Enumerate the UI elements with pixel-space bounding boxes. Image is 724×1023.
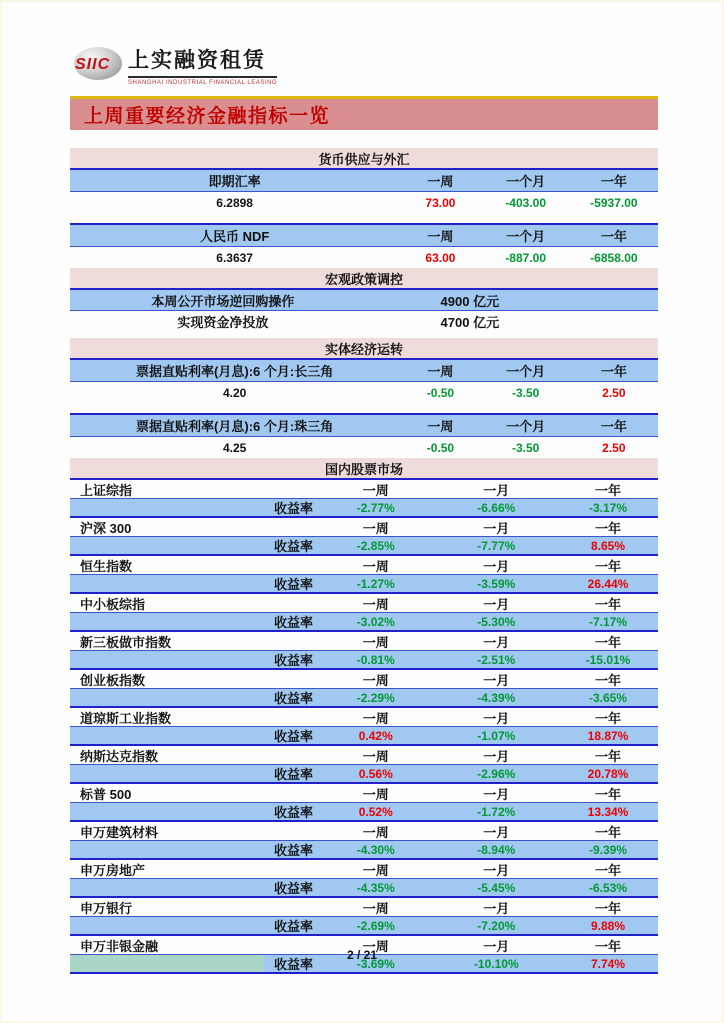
yield-month: -10.10% (473, 956, 519, 971)
stock-name: 纳斯达克指数 (80, 748, 159, 764)
col-header-week: 一周 (362, 824, 389, 840)
change-week: 63.00 (425, 250, 456, 265)
col-header-month: 一个月 (506, 419, 546, 434)
policy-spacer (564, 290, 658, 310)
stock-row-group (70, 632, 658, 670)
company-name-en: SHANGHAI INDUSTRIAL FINANCIAL LEASING (128, 80, 278, 86)
stock-yield-row (70, 537, 658, 556)
yield-week: -3.69% (356, 956, 395, 971)
change-year: 2.50 (602, 440, 626, 455)
indicator-table (70, 358, 658, 403)
yield-month: -7.77% (477, 538, 516, 553)
indicator-label: 票据直贴利率(月息):6 个月:珠三角 (136, 419, 334, 434)
stock-name-row (70, 784, 658, 803)
yield-week: -2.85% (356, 538, 395, 553)
yield-week: 0.42% (358, 728, 393, 743)
yield-year: 7.74% (590, 956, 625, 971)
yield-month: -8.94% (477, 842, 516, 857)
yield-week: 0.56% (358, 766, 393, 781)
col-header-year: 一年 (600, 364, 627, 379)
page-title-bar (70, 96, 658, 130)
indicator-value-row (70, 192, 658, 213)
col-header-month: 一月 (483, 748, 510, 764)
col-header-month: 一个月 (506, 364, 546, 379)
stock-name: 沪深 300 (80, 520, 132, 536)
yield-week: -3.02% (356, 614, 395, 629)
change-year: 2.50 (602, 385, 626, 400)
stock-name: 中小板综指 (80, 596, 146, 612)
yield-year: -3.65% (588, 690, 627, 705)
section-header-money-fx: 货币供应与外汇 (70, 148, 658, 168)
yield-label: 收益率 (273, 881, 313, 896)
col-header-week: 一周 (362, 900, 389, 916)
yield-week: -4.30% (356, 842, 395, 857)
yield-label: 收益率 (273, 577, 313, 592)
stock-yield-row (70, 841, 658, 860)
yield-label: 收益率 (273, 653, 313, 668)
stock-row-group (70, 594, 658, 632)
indicator-label: 即期汇率 (208, 174, 261, 189)
yield-label: 收益率 (273, 767, 313, 782)
yield-month: -4.39% (477, 690, 516, 705)
stock-name: 道琼斯工业指数 (80, 710, 172, 726)
yield-year: -3.17% (588, 500, 627, 515)
yield-month: -5.45% (477, 880, 516, 895)
yield-label: 收益率 (273, 919, 313, 934)
stock-name-row (70, 860, 658, 879)
stock-name: 新三板做市指数 (80, 634, 172, 650)
stock-name: 申万房地产 (80, 862, 146, 878)
col-header-week: 一周 (427, 174, 454, 189)
yield-week: -4.35% (356, 880, 395, 895)
indicator-table (70, 168, 658, 213)
company-name-block (128, 44, 277, 86)
col-header-month: 一月 (483, 672, 510, 688)
indicator-value-row (70, 437, 658, 458)
stock-name-row (70, 480, 658, 499)
col-header-month: 一个月 (506, 229, 546, 244)
col-header-week: 一周 (362, 482, 389, 498)
stock-name-row (70, 670, 658, 689)
col-header-year: 一年 (594, 824, 621, 840)
stock-name: 申万银行 (80, 900, 133, 916)
yield-year: 9.88% (590, 918, 625, 933)
yield-year: 8.65% (590, 538, 625, 553)
col-header-week: 一周 (362, 710, 389, 726)
indicator-header-row (70, 360, 658, 382)
yield-month: -2.51% (477, 652, 516, 667)
stock-name: 上证综指 (80, 482, 133, 498)
col-header-month: 一月 (483, 786, 510, 802)
col-header-year: 一年 (594, 748, 621, 764)
yield-month: -6.66% (477, 500, 516, 515)
stock-yield-row (70, 499, 658, 518)
yield-week: -2.29% (356, 690, 395, 705)
col-header-year: 一年 (594, 710, 621, 726)
yield-year: -6.53% (588, 880, 627, 895)
yield-month: -1.72% (477, 804, 516, 819)
col-header-week: 一周 (362, 596, 389, 612)
stock-row-group (70, 480, 658, 518)
yield-week: -1.27% (356, 576, 395, 591)
stock-row-group (70, 518, 658, 556)
stock-yield-row (70, 727, 658, 746)
current-value: 6.3637 (216, 250, 253, 265)
yield-label: 收益率 (273, 539, 313, 554)
stock-name-row (70, 898, 658, 917)
col-header-year: 一年 (594, 672, 621, 688)
col-header-week: 一周 (362, 938, 389, 954)
current-value: 4.25 (222, 440, 247, 455)
col-header-month: 一月 (483, 634, 510, 650)
col-header-month: 一月 (483, 558, 510, 574)
siic-logo-text: SIIC (75, 56, 111, 73)
change-year: -5937.00 (590, 195, 638, 210)
indicator-table (70, 413, 658, 458)
section-header-stock-market: 国内股票市场 (70, 458, 658, 478)
col-header-week: 一周 (362, 672, 389, 688)
indicator-value-row (70, 382, 658, 403)
stock-row-group (70, 746, 658, 784)
yield-label: 收益率 (273, 957, 313, 972)
policy-spacer (564, 311, 658, 332)
section-header-macro-policy: 宏观政策调控 (70, 268, 658, 288)
yield-year: 18.87% (587, 728, 629, 743)
yield-label: 收益率 (273, 501, 313, 516)
money-fx-tables (70, 168, 658, 268)
stock-name: 恒生指数 (80, 558, 133, 574)
stock-name-row (70, 556, 658, 575)
yield-label: 收益率 (273, 843, 313, 858)
change-month: -887.00 (505, 250, 547, 265)
yield-label: 收益率 (273, 691, 313, 706)
yield-week: 0.52% (358, 804, 393, 819)
stock-row-group (70, 822, 658, 860)
indicator-header-row (70, 225, 658, 247)
col-header-month: 一月 (483, 900, 510, 916)
yield-week: -2.77% (356, 500, 395, 515)
col-header-week: 一周 (427, 419, 454, 434)
stock-yield-row (70, 651, 658, 670)
col-header-month: 一月 (483, 482, 510, 498)
yield-year: 26.44% (587, 576, 629, 591)
indicator-table (70, 223, 658, 268)
col-header-month: 一月 (483, 862, 510, 878)
col-header-year: 一年 (600, 174, 627, 189)
col-header-week: 一周 (362, 748, 389, 764)
yield-year: -15.01% (585, 652, 631, 667)
policy-row (70, 311, 658, 332)
section-header-real-economy: 实体经济运转 (70, 338, 658, 358)
yield-label: 收益率 (273, 615, 313, 630)
col-header-month: 一月 (483, 938, 510, 954)
stock-yield-row (70, 803, 658, 822)
stock-row-group (70, 670, 658, 708)
col-header-week: 一周 (362, 558, 389, 574)
col-header-week: 一周 (362, 786, 389, 802)
yield-year: -9.39% (588, 842, 627, 857)
col-header-year: 一年 (600, 419, 627, 434)
policy-table (70, 288, 658, 332)
page-number: 2 / 21 (346, 948, 378, 962)
stock-table (70, 478, 658, 974)
stock-yield-row (70, 917, 658, 936)
col-header-month: 一月 (483, 710, 510, 726)
col-header-year: 一年 (594, 634, 621, 650)
stock-yield-row (70, 613, 658, 632)
col-header-year: 一年 (594, 938, 621, 954)
stock-row-group (70, 784, 658, 822)
change-month: -3.50 (511, 385, 540, 400)
col-header-week: 一周 (362, 634, 389, 650)
policy-row (70, 290, 658, 311)
col-header-year: 一年 (594, 862, 621, 878)
indicator-header-row (70, 170, 658, 192)
change-week: -0.50 (426, 440, 455, 455)
change-week: 73.00 (425, 195, 456, 210)
stock-row-group (70, 556, 658, 594)
indicator-tables (70, 148, 658, 974)
stock-name-row (70, 708, 658, 727)
yield-month: -5.30% (477, 614, 516, 629)
current-value: 6.2898 (216, 195, 253, 210)
change-month: -403.00 (505, 195, 547, 210)
col-header-year: 一年 (594, 520, 621, 536)
siic-globe-icon (74, 47, 122, 80)
policy-value: 4700 亿元 (440, 315, 500, 330)
yield-year: -7.17% (588, 614, 627, 629)
stock-yield-row (70, 689, 658, 708)
col-header-year: 一年 (594, 900, 621, 916)
col-header-month: 一月 (483, 596, 510, 612)
yield-week: -2.69% (356, 918, 395, 933)
yield-year: 20.78% (587, 766, 629, 781)
company-logo (74, 44, 277, 86)
yield-month: -3.59% (477, 576, 516, 591)
stock-name: 创业板指数 (80, 672, 146, 688)
stock-name-row (70, 518, 658, 537)
indicator-value-row (70, 247, 658, 268)
stock-name: 申万非银金融 (80, 938, 159, 954)
stock-name: 申万建筑材料 (80, 824, 159, 840)
stock-row-group (70, 860, 658, 898)
stock-yield-row (70, 765, 658, 784)
col-header-week: 一周 (362, 862, 389, 878)
stock-name: 标普 500 (80, 786, 132, 802)
stock-row-group (70, 708, 658, 746)
yield-label: 收益率 (273, 729, 313, 744)
col-header-month: 一月 (483, 520, 510, 536)
yield-month: -2.96% (477, 766, 516, 781)
yield-year: 13.34% (587, 804, 629, 819)
col-header-week: 一周 (362, 520, 389, 536)
real-economy-tables (70, 358, 658, 458)
page-title: 上周重要经济金融指标一览 (84, 106, 331, 127)
change-year: -6858.00 (590, 250, 638, 265)
yield-label: 收益率 (273, 805, 313, 820)
indicator-header-row (70, 415, 658, 437)
yield-week: -0.81% (356, 652, 395, 667)
col-header-week: 一周 (427, 364, 454, 379)
col-header-month: 一个月 (506, 174, 546, 189)
stock-name-row (70, 822, 658, 841)
change-month: -3.50 (511, 440, 540, 455)
company-name-cn: 上实融资租赁 (128, 44, 277, 78)
change-week: -0.50 (426, 385, 455, 400)
col-header-year: 一年 (594, 558, 621, 574)
col-header-month: 一月 (483, 824, 510, 840)
col-header-year: 一年 (594, 482, 621, 498)
col-header-year: 一年 (594, 596, 621, 612)
policy-label: 实现资金净投放 (177, 315, 269, 330)
stock-name-row (70, 594, 658, 613)
stock-yield-row (70, 879, 658, 898)
indicator-label: 票据直贴利率(月息):6 个月:长三角 (136, 364, 334, 379)
indicator-label: 人民币 NDF (199, 229, 270, 244)
stock-yield-row (70, 575, 658, 594)
policy-value: 4900 亿元 (440, 293, 500, 309)
stock-row-group (70, 898, 658, 936)
col-header-year: 一年 (594, 786, 621, 802)
col-header-year: 一年 (600, 229, 627, 244)
stock-name-row (70, 632, 658, 651)
stock-name-row (70, 746, 658, 765)
col-header-week: 一周 (427, 229, 454, 244)
policy-label: 本周公开市场逆回购操作 (151, 293, 295, 309)
current-value: 4.20 (222, 385, 247, 400)
yield-month: -7.20% (477, 918, 516, 933)
yield-month: -1.07% (477, 728, 516, 743)
